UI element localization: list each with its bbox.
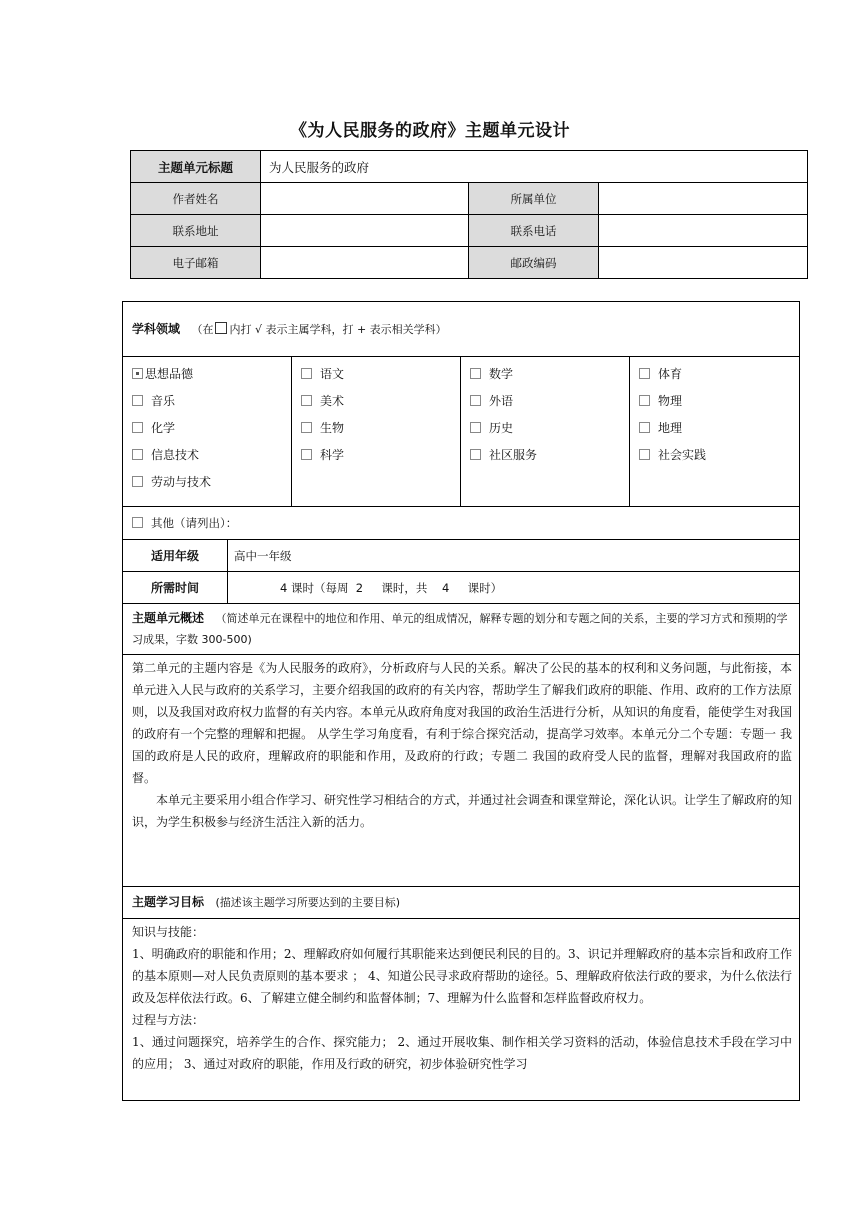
phone-label: 联系电话 — [469, 215, 599, 247]
checkbox-icon[interactable] — [132, 422, 143, 433]
checkbox-icon[interactable] — [470, 395, 481, 406]
subject-item[interactable]: 语文 — [301, 367, 452, 394]
checkbox-icon[interactable] — [132, 449, 143, 460]
checkbox-icon[interactable] — [132, 476, 143, 487]
subject-item[interactable]: 体育 — [639, 367, 791, 394]
checkbox-icon[interactable] — [639, 449, 650, 460]
process-text: 1、通过问题探究，培养学生的合作、探究能力； 2、通过开展收集、制作相关学习资料的活动，体验信息技术手段在学习中的应用； 3、通过对政府的职能，作用及行政的研究，初步体验研究性学习 — [132, 1035, 793, 1071]
address-label: 联系地址 — [131, 215, 261, 247]
unit-title-value: 为人民服务的政府 — [261, 151, 808, 183]
knowledge-heading: 知识与技能： — [132, 925, 205, 939]
subject-item[interactable]: 地理 — [639, 421, 791, 448]
subject-column-2 — [292, 357, 461, 507]
subject-item[interactable]: 信息技术 — [132, 448, 283, 475]
checkbox-icon[interactable] — [132, 517, 143, 528]
time-label: 所需时间 — [123, 572, 228, 604]
subject-item[interactable]: 思想品德 — [132, 367, 283, 394]
overview-header — [123, 604, 800, 655]
affiliation-label: 所属单位 — [469, 183, 599, 215]
checkbox-icon[interactable] — [132, 395, 143, 406]
unit-title-label: 主题单元标题 — [131, 151, 261, 183]
unit-design-table — [122, 301, 800, 1101]
address-value — [261, 215, 469, 247]
checkbox-icon[interactable] — [639, 368, 650, 379]
other-subjects-label: 其他（请列出）： — [151, 516, 238, 530]
checked-box-icon[interactable] — [132, 368, 143, 379]
postcode-label: 邮政编码 — [469, 247, 599, 279]
objectives-header — [123, 887, 800, 919]
subject-item[interactable]: 历史 — [470, 421, 621, 448]
checkbox-icon[interactable] — [301, 422, 312, 433]
subject-column-3 — [461, 357, 630, 507]
checkbox-icon[interactable] — [639, 422, 650, 433]
other-subjects-row[interactable] — [123, 507, 800, 540]
checkbox-icon[interactable] — [470, 368, 481, 379]
info-table — [130, 150, 808, 279]
overview-paragraph-2: 本单元主要采用小组合作学习、研究性学习相结合的方式，并通过社会调查和课堂辩论，深化认识。让学生了解政府的知识，为学生积极参与经济生活注入新的活力。 — [132, 793, 793, 829]
checkbox-icon[interactable] — [470, 422, 481, 433]
objectives-label: 主题学习目标 — [132, 895, 205, 909]
subject-item[interactable]: 劳动与技术 — [132, 475, 283, 502]
overview-hint: （简述单元在课程中的地位和作用、单元的组成情况，解释专题的划分和专题之间的关系，主要的学习方式和预期的学习成果，字数 300-500) — [132, 612, 788, 646]
knowledge-text: 1、明确政府的职能和作用；2、理解政府如何履行其职能来达到便民利民的目的。3、识记并理解政府的基本宗旨和政府工作的基本原则—对人民负责原则的基本要求 ； 4、知道公民寻求政府帮助的途径。5、理解政府依法行政的要求，为什么依法行政及怎样依法行政。6、了解建立健全制约和监督体制；7、理解为什么监督和怎样监督政府权力。 — [132, 947, 793, 1005]
subject-item[interactable]: 外语 — [470, 394, 621, 421]
affiliation-value — [599, 183, 808, 215]
overview-label: 主题单元概述 — [132, 611, 205, 625]
subject-column-1 — [123, 357, 292, 507]
author-name-value — [261, 183, 469, 215]
overview-content — [123, 655, 800, 887]
checkbox-icon[interactable] — [301, 368, 312, 379]
checkbox-icon[interactable] — [301, 395, 312, 406]
subject-item[interactable]: 物理 — [639, 394, 791, 421]
email-label: 电子邮箱 — [131, 247, 261, 279]
subject-item[interactable]: 社会实践 — [639, 448, 791, 475]
subject-area-header — [123, 302, 800, 357]
author-name-label: 作者姓名 — [131, 183, 261, 215]
phone-value — [599, 215, 808, 247]
subject-column-4 — [630, 357, 800, 507]
objectives-content — [123, 919, 800, 1101]
time-value: 4 课时（每周 2 课时，共 4 课时） — [228, 572, 800, 604]
email-value — [261, 247, 469, 279]
grade-label: 适用年级 — [123, 540, 228, 572]
checkbox-icon[interactable] — [470, 449, 481, 460]
subject-area-label: 学科领域 — [132, 321, 181, 336]
subject-item[interactable]: 美术 — [301, 394, 452, 421]
grade-value: 高中一年级 — [228, 540, 800, 572]
subject-area-hint-suffix: 内打 √ 表示主属学科，打 + 表示相关学科） — [229, 322, 447, 336]
checkbox-icon[interactable] — [639, 395, 650, 406]
process-heading: 过程与方法： — [132, 1013, 205, 1027]
postcode-value — [599, 247, 808, 279]
document-title: 《为人民服务的政府》主题单元设计 — [290, 121, 570, 141]
subject-item[interactable]: 数学 — [470, 367, 621, 394]
checkbox-sample-icon — [215, 322, 227, 334]
subject-item[interactable]: 音乐 — [132, 394, 283, 421]
subject-item[interactable]: 科学 — [301, 448, 452, 475]
overview-paragraph-1: 第二单元的主题内容是《为人民服务的政府》，分析政府与人民的关系。解决了公民的基本的权利和义务问题，与此衔接，本单元进入人民与政府的关系学习，主要介绍我国的政府的有关内容，帮助学生了解我们政府的职能、作用、政府的工作方法原则，以及我国对政府权力监督的有关内容。本单元从政府角度对我国的政治生活进行分析，从知识的角度看，能使学生对我国的政府有一个完整的理解和把握。 从学生学习角度看，有利于综合探究活动，提高学习效率。本单元分二个专题：专题一 我国的政府是人民的政府，理解政府的职能和作用，及政府的行政；专题二 我国的政府受人民的监督，理解对我国政府的监督。 — [132, 661, 793, 785]
subject-item[interactable]: 社区服务 — [470, 448, 621, 475]
objectives-hint: (描述该主题学习所要达到的主要目标) — [215, 896, 401, 909]
subject-item[interactable]: 化学 — [132, 421, 283, 448]
subject-area-hint-prefix: （在 — [191, 322, 214, 336]
subject-item[interactable]: 生物 — [301, 421, 452, 448]
checkbox-icon[interactable] — [301, 449, 312, 460]
